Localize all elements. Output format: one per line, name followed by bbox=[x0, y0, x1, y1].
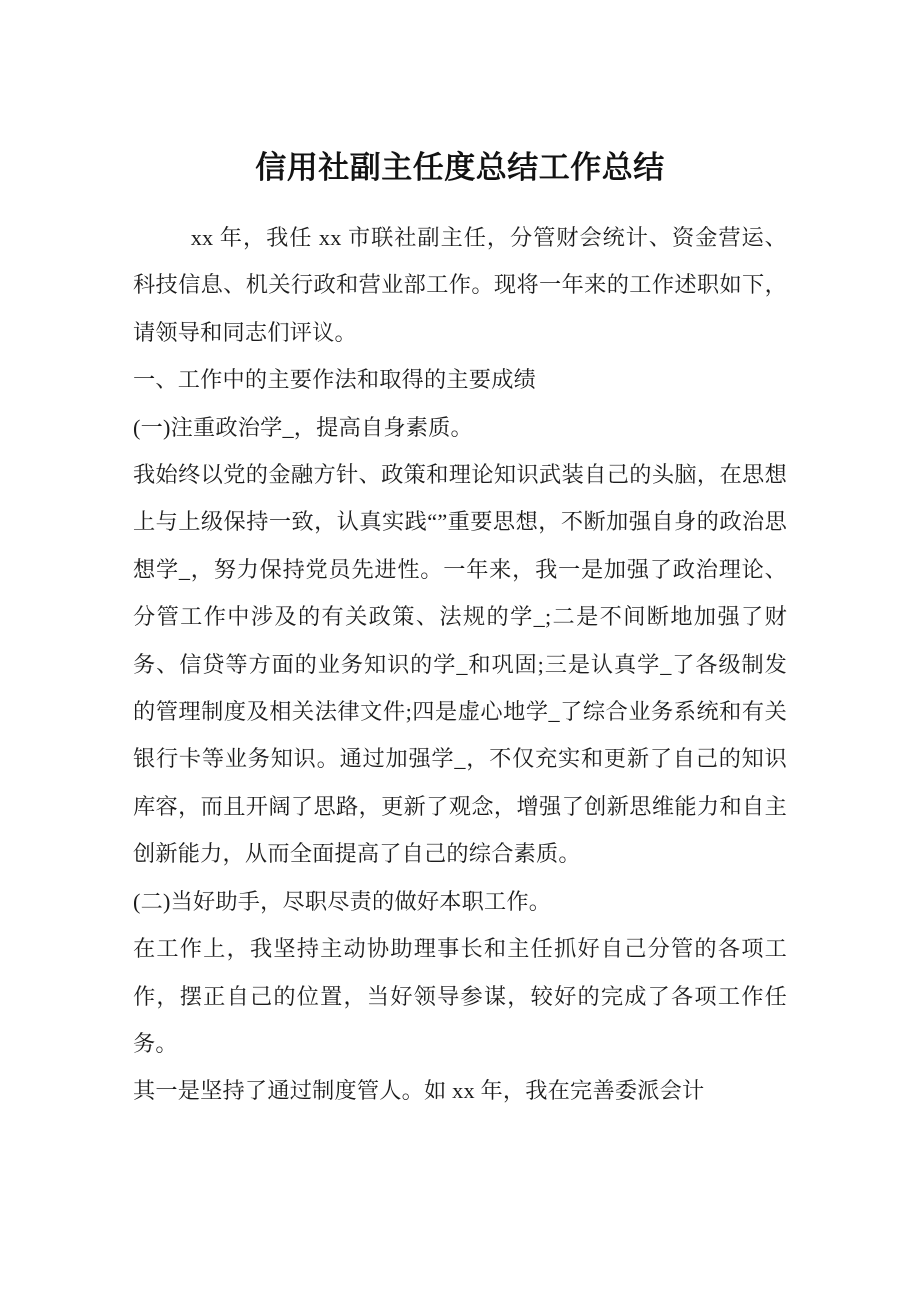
heading-subsection-one: (一)注重政治学_，提高自身素质。 bbox=[133, 414, 473, 440]
paragraph-subsection-one-body: 我始终以党的金融方针、政策和理论知识武装自己的头脑，在思想上与上级保持一致，认真实践“”重要思想，不断加强自身的政治思想学_，努力保持党员先进性。一年来，我一是加强了政治理论、分管工作中涉及的有关政策、法规的学_;二是不间断地加强了财务、信贷等方面的业务知识的学_和巩固;三是认真学_了各级制发的管理制度及相关法律文件;四是虚心地学_了综合业务系统和有关银行卡等业务知识。通过加强学_，不仅充实和更新了自己的知识库容，而且开阔了思路，更新了观念，增强了创新思维能力和自主创新能力，从而全面提高了自己的综合素质。 bbox=[133, 462, 787, 867]
heading-subsection-two: (二)当好助手，尽职尽责的做好本职工作。 bbox=[133, 888, 552, 914]
paragraph-intro: xx 年，我任 xx 市联社副主任，分管财会统计、资金营运、科技信息、机关行政和营业部工作。现将一年来的工作述职如下，请领导和同志们评议。 bbox=[133, 225, 787, 345]
page-title: 信用社副主任度总结工作总结 bbox=[255, 149, 665, 185]
paragraph-subsection-two-body-continued: 其一是坚持了通过制度管人。如 xx 年，我在完善委派会计 bbox=[133, 1078, 705, 1104]
heading-section-one: 一、工作中的主要作法和取得的主要成绩 bbox=[133, 367, 536, 393]
document-body bbox=[133, 214, 787, 1115]
paragraph-subsection-two-body: 在工作上，我坚持主动协助理事长和主任抓好自己分管的各项工作，摆正自己的位置，当好领导参谋，较好的完成了各项工作任务。 bbox=[133, 936, 787, 1056]
